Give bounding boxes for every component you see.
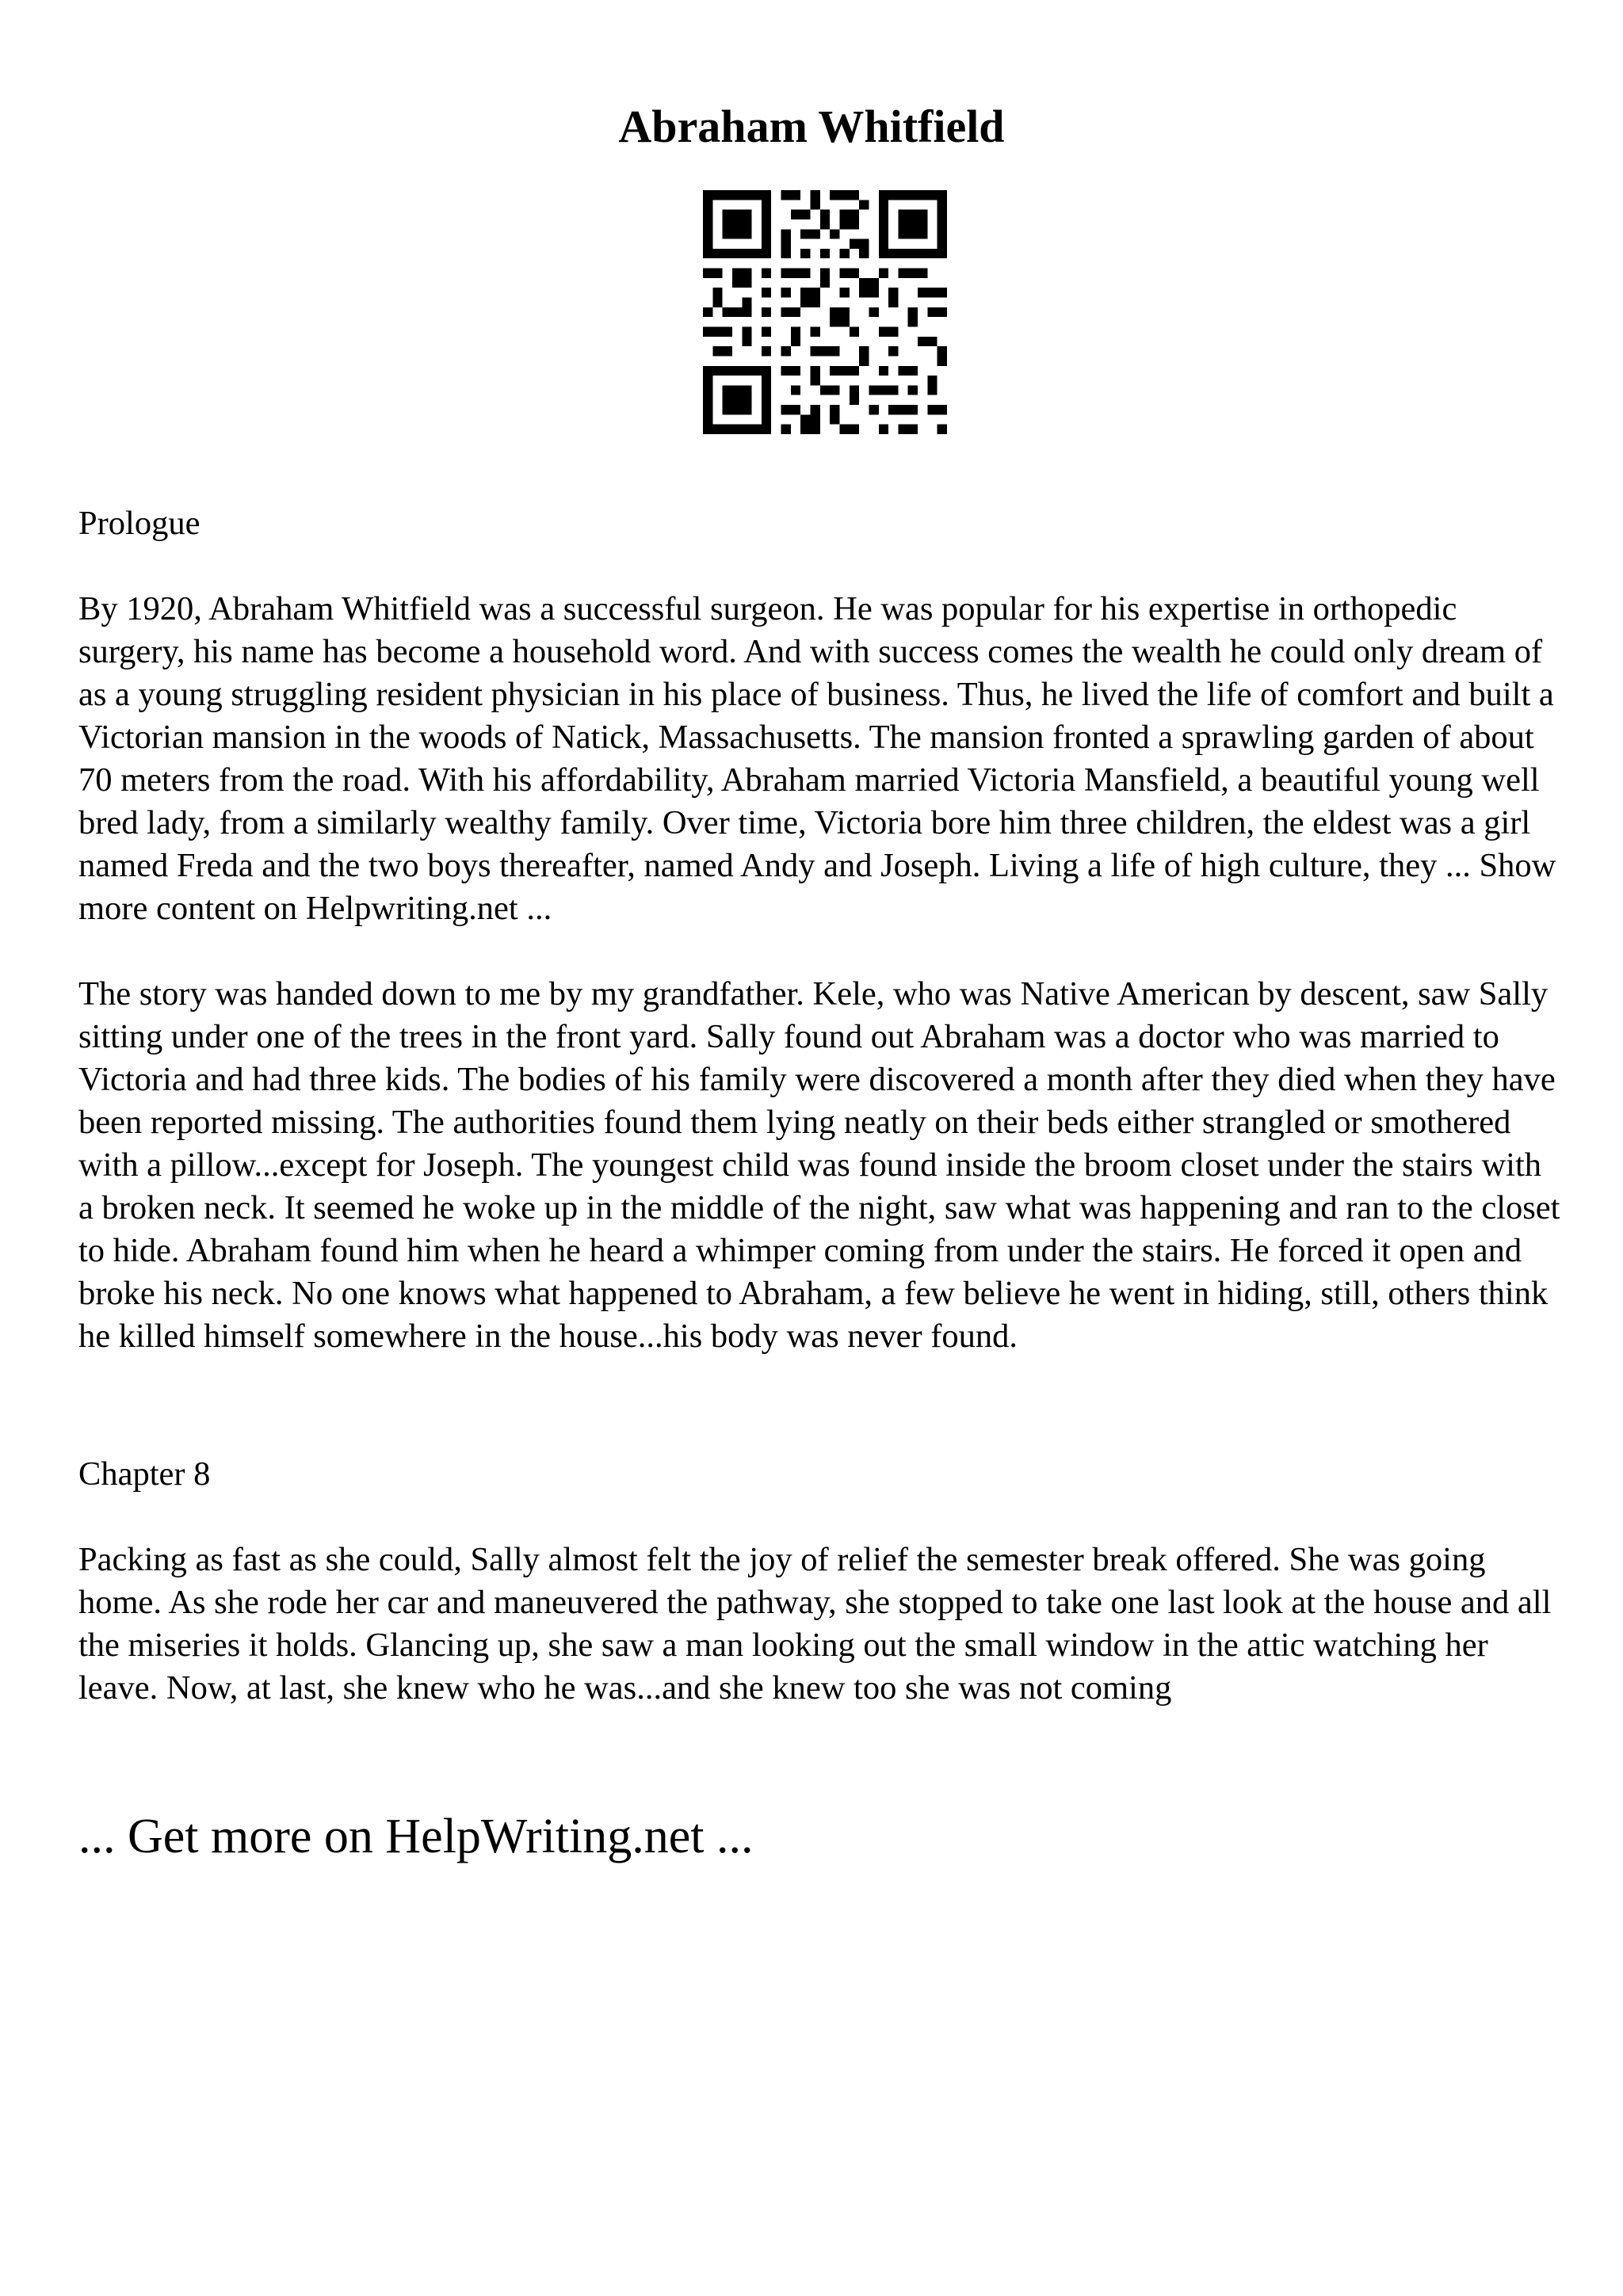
chapter-paragraph: Packing as fast as she could, Sally almost felt the joy of relief the semester break offered. She was going home. As she rode her car and maneuvered the pathway, she stopped to take one last look at the house and all the miseries it holds. Glancing up, she saw a man looking out the small window in the attic watching her leave. Now, at last, she knew who he was...and she knew too she was not coming [78,1541,1552,1707]
prologue-heading: Prologue [78,505,200,542]
chapter-heading: Chapter 8 [78,1455,211,1493]
footer-link[interactable]: ... Get more on HelpWriting.net ... [78,1810,754,1863]
story-paragraph: The story was handed down to me by my grandfather. Kele, who was Native American by descent, saw Sally sitting under one of the trees in the front yard. Sally found out Abraham was a doctor who was married to Victoria and had three kids. The bodies of his family were discovered a month after they died when they have been reported missing. The authorities found them lying neatly on their beds either strangled or smothered with a pillow...except for Joseph. The youngest child was found inside the broom closet under the stairs with a broken neck. It seemed he woke up in the middle of the night, saw what was happening and ran to the closet to hide. Abraham found him when he heard a whimper coming from under the stairs. He forced it open and broke his neck. No one knows what happened to Abraham, a few believe he went in hiding, still, others think he killed himself somewhere in the house...his body was never found. [78,975,1560,1355]
prologue-paragraph: By 1920, Abraham Whitfield was a successful surgeon. He was popular for his expertise in orthopedic surgery, his name has become a household word. And with success comes the wealth he could only dream of as a young struggling resident physician in his place of business. Thus, he lived the life of comfort and built a Victorian mansion in the woods of Natick, Massachusetts. The mansion fronted a sprawling garden of about 70 meters from the road. With his affordability, Abraham married Victoria Mansfield, a beautiful young well bred lady, from a similarly wealthy family. Over time, Victoria bore him three children, the eldest was a girl named Freda and the two boys thereafter, named Andy and Joseph. Living a life of high culture, they ... Show more content on Helpwriting.net ... [78,590,1556,927]
document-title: Abraham Whitfield [618,101,1005,152]
qr-code-icon [703,190,947,434]
